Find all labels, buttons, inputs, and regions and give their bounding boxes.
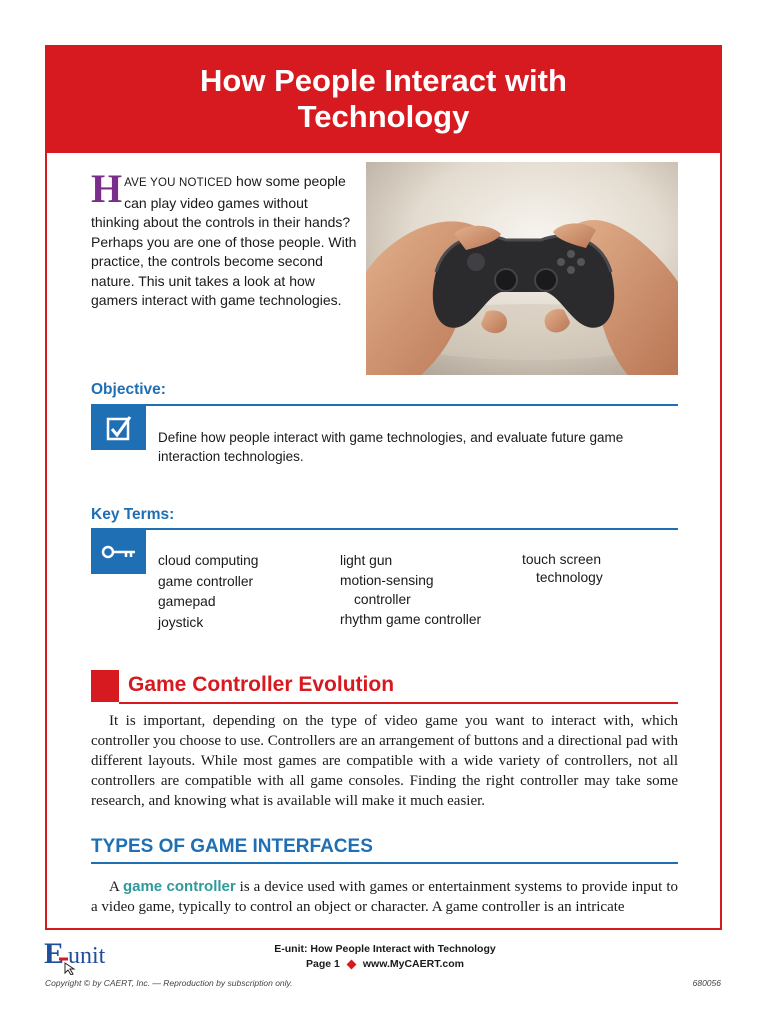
key-term-highlight: game controller [122, 878, 236, 895]
subsection-heading-interfaces: TYPES OF GAME INTERFACES [91, 836, 373, 857]
eunit-logo [44, 935, 124, 975]
key-term: motion-sensing [340, 572, 434, 588]
title-banner [45, 45, 722, 153]
page-number: Page 1 [306, 958, 340, 970]
section-heading-evolution: Game Controller Evolution [128, 673, 395, 696]
section-marker [91, 670, 119, 702]
eunit-logo-image [44, 935, 124, 975]
checkbox-icon [105, 414, 133, 442]
evolution-text: It is important, depending on the type of video game you want to interact with, which controller you choose to use. Controllers are an arrangement of buttons and a directional pad with different layouts. While most games are compatible with a wide variety of controllers, not all controllers are compatible with all game consoles. Finding the right controller may take some research, and knowing what is available will make it much easier. [91, 713, 678, 809]
key-icon [100, 542, 138, 562]
objective-heading: Objective: [91, 381, 166, 398]
key-terms-heading: Key Terms: [91, 506, 175, 523]
key-terms-column-1 [158, 551, 258, 633]
intro-paragraph [91, 166, 357, 311]
intro-text: how some people can play video games without thinking about the controls in their hands? Perhaps you are one of those people. With practice, the controls become second nature. This unit takes a look at how gamers interact with game technologies. [91, 173, 357, 308]
key-term: rhythm game controller [340, 611, 482, 627]
document-code: 680056 [692, 978, 721, 988]
key-term: gamepad [158, 594, 216, 609]
footer-title: E-unit: How People Interact with Technology [274, 943, 496, 955]
key-terms-rule [91, 528, 678, 530]
drop-cap: H [91, 166, 123, 211]
footer-url: www.MyCAERT.com [362, 958, 464, 970]
footer-page-line [220, 957, 550, 972]
interfaces-paragraph [91, 877, 678, 917]
key-term: joystick [158, 614, 204, 630]
svg-text:unit: unit [68, 943, 106, 969]
key-terms-column-2 [340, 551, 481, 629]
section-rule [119, 702, 678, 704]
intro-smallcaps: AVE YOU NOTICED [124, 177, 233, 189]
para-rest: is a device used with games or entertainment systems to provide input to a video game, typically to control an object or character. A game controller is an intricate [91, 879, 678, 915]
objective-icon-box [91, 406, 146, 450]
evolution-paragraph [91, 711, 678, 811]
key-term: light gun [340, 553, 393, 568]
key-term-continued: technology [536, 570, 603, 585]
objective-rule [91, 404, 678, 406]
para-prefix: A [109, 879, 123, 895]
objective-text: Define how people interact with game technologies, and evaluate future game interaction technologies. [158, 430, 624, 464]
footer [220, 942, 550, 972]
key-term: cloud computing [158, 553, 259, 568]
page-title: How People Interact with Technology [200, 63, 567, 134]
diamond-separator-icon [346, 959, 356, 969]
key-term: touch screen [522, 552, 601, 567]
key-terms-icon-box [91, 530, 146, 574]
key-term: game controller [158, 573, 254, 589]
subsection-rule [91, 862, 678, 864]
key-term-continued: controller [354, 592, 411, 607]
copyright-notice: Copyright © by CAERT, Inc. — Reproduction by subscription only. [45, 978, 293, 988]
key-terms-column-3 [522, 551, 603, 587]
gamepad-photo [366, 162, 678, 375]
svg-text:E: E [44, 937, 65, 970]
hands-holding-controller-image [366, 162, 678, 375]
